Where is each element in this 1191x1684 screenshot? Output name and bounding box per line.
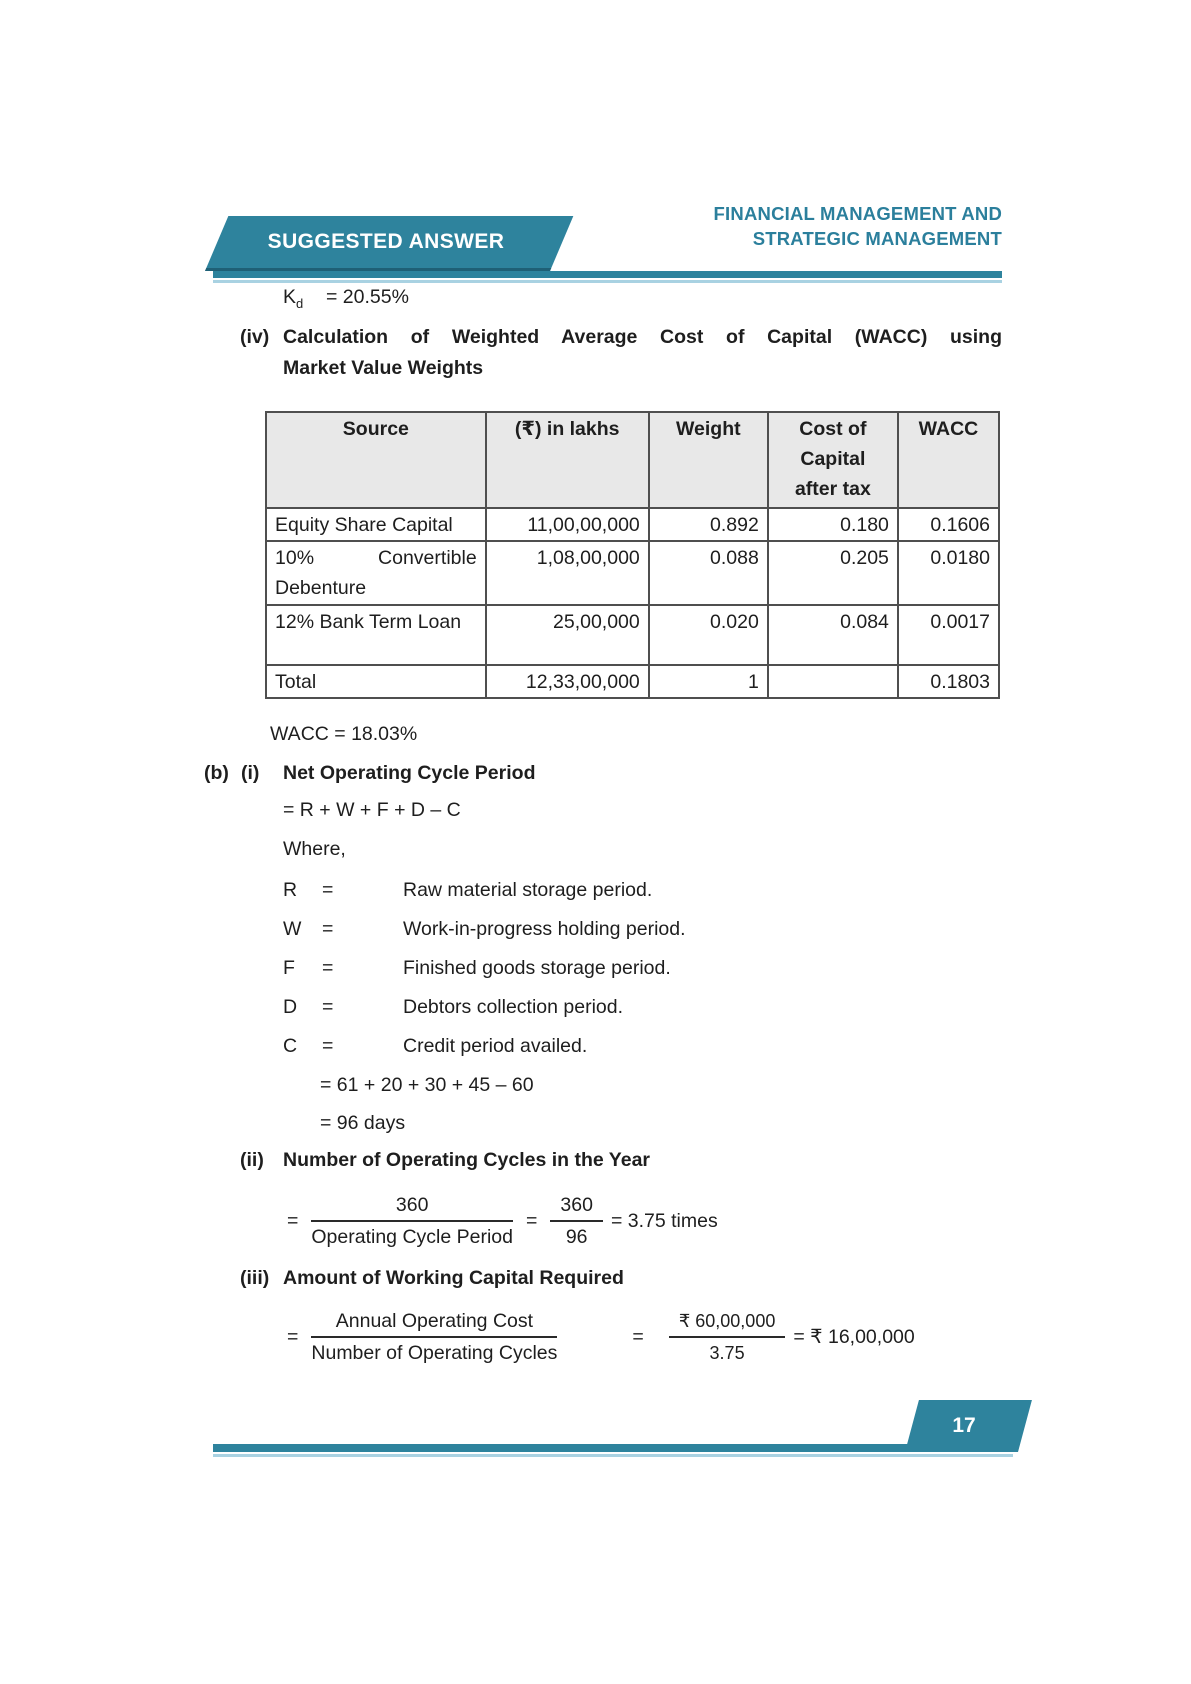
- equals-sign: =: [632, 1325, 644, 1348]
- section-iv-heading: [240, 322, 1002, 384]
- cell-source: Equity Share Capital: [266, 508, 486, 541]
- equals-sign: =: [526, 1209, 538, 1232]
- cell-wacc: 0.1803: [898, 665, 999, 698]
- cell-weight: 0.020: [649, 605, 768, 665]
- cycle-result: = 96 days: [320, 1112, 406, 1134]
- fraction-numerator: ₹ 60,00,000: [669, 1308, 786, 1338]
- definition-symbol: F: [283, 957, 295, 979]
- equals-sign: =: [322, 918, 334, 940]
- fraction: [311, 1192, 513, 1250]
- fraction-numerator: 360: [550, 1192, 603, 1222]
- equals-sign: =: [322, 1035, 334, 1057]
- fraction-denominator: Operating Cycle Period: [311, 1226, 513, 1248]
- cell-wacc: 0.1606: [898, 508, 999, 541]
- kd-symbol: $K_d$: [283, 286, 304, 311]
- equals-sign: =: [322, 996, 334, 1018]
- operating-cycles-equation: [287, 1192, 718, 1250]
- definition-row: [283, 1035, 923, 1058]
- section-iii-marker: (iii): [240, 1267, 270, 1289]
- cell-weight: 0.088: [649, 541, 768, 605]
- marker-b: (b): [204, 762, 229, 784]
- table-row: [266, 541, 999, 605]
- definition-symbol: R: [283, 879, 298, 901]
- working-capital-equation: [287, 1308, 915, 1366]
- fraction-denominator: 3.75: [709, 1343, 745, 1363]
- operating-cycle-formula: = R + W + F + D – C: [283, 799, 461, 821]
- marker-i: (i): [241, 762, 260, 784]
- definition-symbol: C: [283, 1035, 298, 1057]
- fraction: [669, 1308, 786, 1366]
- section-iv-heading-line2: Market Value Weights: [283, 357, 484, 379]
- cell-amount: 12,33,00,000: [486, 665, 649, 698]
- wacc-table: [265, 411, 1000, 699]
- definition-text: Credit period availed.: [403, 1035, 588, 1057]
- col-header-weight: Weight: [649, 412, 768, 508]
- section-iii-heading-text: Amount of Working Capital Required: [283, 1267, 624, 1289]
- cell-amount: 11,00,00,000: [486, 508, 649, 541]
- definition-row: [283, 879, 923, 902]
- col-header-cost-after-tax: Cost of Capital after tax: [768, 412, 898, 508]
- header-rule: [213, 271, 1002, 278]
- header-rule-light: [213, 280, 1002, 283]
- equals-sign: =: [287, 1325, 299, 1348]
- equals-sign: =: [322, 879, 334, 901]
- fraction-denominator: Number of Operating Cycles: [311, 1342, 558, 1364]
- kd-value: = 20.55%: [326, 286, 409, 308]
- equation-result: = ₹ 16,00,000: [793, 1326, 915, 1348]
- footer-rule: [213, 1444, 910, 1452]
- footer-rule-light: [213, 1454, 1013, 1457]
- definition-row: [283, 996, 923, 1019]
- equation-result: = 3.75 times: [610, 1209, 718, 1232]
- fraction-numerator: 360: [311, 1192, 513, 1222]
- section-iv-heading-line1: Calculation of Weighted Average Cost of Capital (WACC) using: [283, 326, 1002, 348]
- cell-weight: 1: [649, 665, 768, 698]
- fraction-denominator: 96: [565, 1226, 588, 1248]
- table-total-row: [266, 665, 999, 698]
- cell-wacc: 0.0017: [898, 605, 999, 665]
- cell-source: Total: [266, 665, 486, 698]
- fraction: [550, 1192, 603, 1250]
- suggested-answer-banner: SUGGESTED ANSWER: [267, 230, 505, 253]
- section-b-heading: [204, 762, 535, 785]
- cell-source: 12% Bank Term Loan: [266, 605, 486, 665]
- fraction-numerator: Annual Operating Cost: [311, 1308, 557, 1338]
- cell-amount: 1,08,00,000: [486, 541, 649, 605]
- definition-text: Debtors collection period.: [403, 996, 624, 1018]
- where-label: Where,: [283, 838, 346, 860]
- cell-cost: 0.205: [768, 541, 898, 605]
- cell-amount: 25,00,000: [486, 605, 649, 665]
- section-iii-heading: [240, 1267, 624, 1290]
- definition-row: [283, 957, 923, 980]
- section-iv-marker: (iv): [240, 326, 270, 348]
- cell-weight: 0.892: [649, 508, 768, 541]
- col-header-source: Source: [266, 412, 486, 508]
- wacc-result: WACC = 18.03%: [270, 723, 418, 745]
- cycle-calculation: = 61 + 20 + 30 + 45 – 60: [320, 1074, 534, 1096]
- equals-sign: =: [322, 957, 334, 979]
- page-number-badge: 17: [952, 1414, 976, 1437]
- section-ii-heading-text: Number of Operating Cycles in the Year: [283, 1149, 650, 1171]
- definition-text: Finished goods storage period.: [403, 957, 671, 979]
- document-title-line1: FINANCIAL MANAGEMENT AND: [713, 203, 1002, 224]
- fraction: [311, 1308, 557, 1366]
- table-row: [266, 508, 999, 541]
- section-ii-marker: (ii): [240, 1149, 264, 1171]
- section-ii-heading: [240, 1149, 650, 1172]
- definition-symbol: W: [283, 918, 302, 940]
- col-header-rupees-lakhs: (₹) in lakhs: [486, 412, 649, 508]
- kd-value-line: [283, 286, 409, 311]
- document-title: [714, 201, 1002, 251]
- definition-text: Work-in-progress holding period.: [403, 918, 686, 940]
- table-header-row: [266, 412, 999, 508]
- section-b-heading-text: Net Operating Cycle Period: [283, 762, 536, 784]
- cell-cost: [768, 665, 898, 698]
- definition-text: Raw material storage period.: [403, 879, 653, 901]
- col-header-wacc: WACC: [898, 412, 999, 508]
- cell-cost: 0.084: [768, 605, 898, 665]
- cell-wacc: 0.0180: [898, 541, 999, 605]
- definition-row: [283, 918, 923, 941]
- equals-sign: =: [287, 1209, 299, 1232]
- document-title-line2: STRATEGIC MANAGEMENT: [752, 228, 1002, 249]
- cell-cost: 0.180: [768, 508, 898, 541]
- table-row: [266, 605, 999, 665]
- definition-symbol: D: [283, 996, 298, 1018]
- cell-source: 10% Convertible Debenture: [266, 541, 486, 605]
